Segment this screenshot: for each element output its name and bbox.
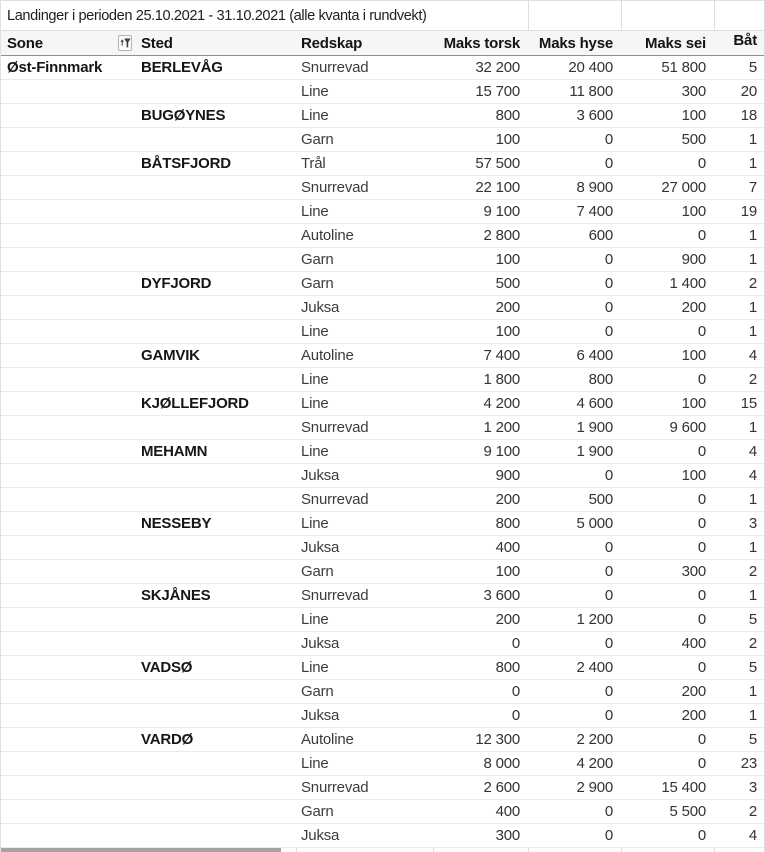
cell-sted xyxy=(134,464,296,487)
cell-sone xyxy=(1,368,134,391)
cell-redskap: Garn xyxy=(301,131,334,148)
title-spacer-sei xyxy=(621,1,714,30)
cell-maks-torsk: 2 600 xyxy=(483,779,520,796)
cell-redskap: Line xyxy=(301,515,329,532)
partial-next-row xyxy=(1,848,764,852)
cell-bat: 5 xyxy=(748,611,757,628)
cell-sone xyxy=(1,176,134,199)
cell-redskap: Line xyxy=(301,371,329,388)
cell-bat: 1 xyxy=(748,707,757,724)
column-header-sone[interactable] xyxy=(1,31,134,55)
cell-redskap: Juksa xyxy=(301,467,340,484)
cell-maks-sei: 0 xyxy=(697,755,706,772)
table-row[interactable] xyxy=(1,104,764,128)
title-spacer-bat xyxy=(714,1,765,30)
cell-sted xyxy=(134,608,296,631)
table-row[interactable] xyxy=(1,488,764,512)
cell-redskap: Snurrevad xyxy=(301,59,369,76)
table-row[interactable] xyxy=(1,176,764,200)
cell-maks-hyse: 0 xyxy=(604,803,613,820)
cell-maks-sei: 100 xyxy=(681,467,706,484)
cell-maks-torsk: 900 xyxy=(495,467,520,484)
cell-bat: 5 xyxy=(748,731,757,748)
cell-bat: 2 xyxy=(748,563,757,580)
cell-maks-torsk: 2 800 xyxy=(483,227,520,244)
table-row[interactable] xyxy=(1,440,764,464)
table-row[interactable] xyxy=(1,752,764,776)
cell-maks-sei: 0 xyxy=(697,611,706,628)
column-header-sone-label: Sone xyxy=(7,34,43,52)
cell-sted: BUGØYNES xyxy=(141,107,226,124)
cell-maks-torsk: 9 100 xyxy=(483,203,520,220)
cell-redskap: Garn xyxy=(301,803,334,820)
cell-maks-hyse: 0 xyxy=(604,635,613,652)
cell-sone xyxy=(1,536,134,559)
cell-maks-hyse: 600 xyxy=(588,227,613,244)
cell-maks-sei: 300 xyxy=(681,563,706,580)
cell-sted xyxy=(134,296,296,319)
table-row[interactable] xyxy=(1,536,764,560)
cell-sone xyxy=(1,824,134,847)
cell-maks-hyse: 0 xyxy=(604,827,613,844)
cell-maks-torsk: 0 xyxy=(511,707,520,724)
cell-maks-sei: 100 xyxy=(681,203,706,220)
cell-maks-hyse: 2 900 xyxy=(576,779,613,796)
cell-maks-sei: 200 xyxy=(681,299,706,316)
title-spacer-hyse xyxy=(528,1,621,30)
cell-bat: 18 xyxy=(740,107,757,124)
cell-maks-torsk: 7 400 xyxy=(483,347,520,364)
cell-maks-sei: 300 xyxy=(681,83,706,100)
cell-maks-hyse: 5 000 xyxy=(576,515,613,532)
cell-bat: 2 xyxy=(748,803,757,820)
cell-redskap: Autoline xyxy=(301,347,354,364)
cell-redskap: Juksa xyxy=(301,827,340,844)
table-row[interactable] xyxy=(1,56,764,80)
cell-sone xyxy=(1,344,134,367)
cell-maks-hyse: 1 900 xyxy=(576,443,613,460)
cell-sone xyxy=(1,80,134,103)
cell-maks-hyse: 0 xyxy=(604,299,613,316)
cell-sted xyxy=(134,176,296,199)
cell-bat: 1 xyxy=(748,131,757,148)
cell-maks-torsk: 300 xyxy=(495,827,520,844)
cell-bat: 4 xyxy=(748,443,757,460)
cell-sted xyxy=(134,800,296,823)
cell-sted xyxy=(134,752,296,775)
cell-bat: 3 xyxy=(748,779,757,796)
cell-maks-torsk: 100 xyxy=(495,131,520,148)
cell-sone xyxy=(1,512,134,535)
cell-redskap: Juksa xyxy=(301,539,340,556)
cell-sted xyxy=(134,560,296,583)
cell-redskap: Garn xyxy=(301,563,334,580)
table-row[interactable] xyxy=(1,272,764,296)
table-title: Landinger i perioden 25.10.2021 - 31.10.2021 (alle kvanta i rundvekt) xyxy=(7,7,427,24)
cell-maks-torsk: 400 xyxy=(495,803,520,820)
cell-sted xyxy=(134,80,296,103)
cell-maks-hyse: 4 600 xyxy=(576,395,613,412)
cell-maks-sei: 15 400 xyxy=(661,779,706,796)
cell-maks-torsk: 0 xyxy=(511,635,520,652)
cell-bat: 4 xyxy=(748,827,757,844)
cell-maks-torsk: 800 xyxy=(495,107,520,124)
cell-maks-torsk: 400 xyxy=(495,539,520,556)
cell-sted: NESSEBY xyxy=(141,515,212,532)
table-row[interactable] xyxy=(1,584,764,608)
cell-sted: VARDØ xyxy=(141,731,194,748)
cell-redskap: Juksa xyxy=(301,707,340,724)
cell-bat: 1 xyxy=(748,491,757,508)
cell-maks-hyse: 3 600 xyxy=(576,107,613,124)
cell-bat: 1 xyxy=(748,419,757,436)
table-row[interactable] xyxy=(1,248,764,272)
cell-maks-hyse: 2 400 xyxy=(576,659,613,676)
title-bar xyxy=(1,1,764,31)
cell-bat: 1 xyxy=(748,323,757,340)
cell-sone xyxy=(1,608,134,631)
cell-bat: 2 xyxy=(748,371,757,388)
cell-maks-sei: 0 xyxy=(697,659,706,676)
table-body xyxy=(1,56,764,848)
cell-maks-sei: 200 xyxy=(681,683,706,700)
cell-maks-sei: 500 xyxy=(681,131,706,148)
cell-redskap: Juksa xyxy=(301,635,340,652)
table-row[interactable] xyxy=(1,464,764,488)
cell-maks-torsk: 100 xyxy=(495,251,520,268)
cell-sted: GAMVIK xyxy=(141,347,200,364)
table-row[interactable] xyxy=(1,680,764,704)
cell-maks-torsk: 1 800 xyxy=(483,371,520,388)
cell-maks-sei: 0 xyxy=(697,731,706,748)
cell-maks-hyse: 0 xyxy=(604,707,613,724)
cell-bat: 1 xyxy=(748,299,757,316)
cell-bat: 20 xyxy=(740,83,757,100)
cell-bat: 1 xyxy=(748,251,757,268)
column-header-maks-sei[interactable] xyxy=(621,31,714,55)
cell-maks-hyse: 7 400 xyxy=(576,203,613,220)
cell-bat: 2 xyxy=(748,635,757,652)
cell-redskap: Autoline xyxy=(301,227,354,244)
cell-bat: 4 xyxy=(748,347,757,364)
table-row[interactable] xyxy=(1,392,764,416)
cell-sted xyxy=(134,368,296,391)
cell-sone xyxy=(1,416,134,439)
cell-redskap: Line xyxy=(301,443,329,460)
cell-sone xyxy=(1,464,134,487)
cell-maks-torsk: 200 xyxy=(495,611,520,628)
cell-redskap: Line xyxy=(301,611,329,628)
cell-maks-torsk: 8 000 xyxy=(483,755,520,772)
cell-maks-sei: 900 xyxy=(681,251,706,268)
cell-maks-sei: 100 xyxy=(681,107,706,124)
column-header-redskap-label: Redskap xyxy=(301,34,363,52)
cell-maks-hyse: 2 200 xyxy=(576,731,613,748)
cell-redskap: Line xyxy=(301,323,329,340)
cell-maks-sei: 27 000 xyxy=(661,179,706,196)
cell-maks-hyse: 0 xyxy=(604,131,613,148)
cell-bat: 1 xyxy=(748,155,757,172)
cell-bat: 23 xyxy=(740,755,757,772)
table-row[interactable] xyxy=(1,608,764,632)
cell-maks-hyse: 0 xyxy=(604,539,613,556)
cell-sted xyxy=(134,704,296,727)
column-header-maks-sei-label: Maks sei xyxy=(645,34,706,52)
table-row[interactable] xyxy=(1,704,764,728)
cell-bat: 1 xyxy=(748,227,757,244)
table-header xyxy=(1,31,764,56)
cell-maks-torsk: 15 700 xyxy=(475,83,520,100)
table-row[interactable] xyxy=(1,344,764,368)
cell-sted: BÅTSFJORD xyxy=(141,155,231,172)
cell-sted xyxy=(134,776,296,799)
cell-maks-hyse: 8 900 xyxy=(576,179,613,196)
cell-maks-torsk: 200 xyxy=(495,491,520,508)
cell-maks-torsk: 4 200 xyxy=(483,395,520,412)
cell-redskap: Line xyxy=(301,107,329,124)
cell-sted xyxy=(134,416,296,439)
cell-sone xyxy=(1,296,134,319)
cell-maks-sei: 0 xyxy=(697,155,706,172)
cell-maks-sei: 9 600 xyxy=(669,419,706,436)
table-row[interactable] xyxy=(1,512,764,536)
cell-redskap: Snurrevad xyxy=(301,587,369,604)
table-row[interactable] xyxy=(1,824,764,848)
cell-maks-hyse: 800 xyxy=(588,371,613,388)
cell-redskap: Garn xyxy=(301,251,334,268)
cell-redskap: Snurrevad xyxy=(301,419,369,436)
cell-maks-sei: 51 800 xyxy=(661,59,706,76)
cell-sone xyxy=(1,584,134,607)
cell-sted xyxy=(134,536,296,559)
table-row[interactable] xyxy=(1,152,764,176)
cell-sone xyxy=(1,200,134,223)
cell-bat: 5 xyxy=(748,59,757,76)
cell-maks-torsk: 32 200 xyxy=(475,59,520,76)
cell-maks-torsk: 0 xyxy=(511,683,520,700)
cell-maks-hyse: 0 xyxy=(604,251,613,268)
cell-maks-hyse: 20 400 xyxy=(568,59,613,76)
cell-maks-sei: 0 xyxy=(697,587,706,604)
cell-maks-sei: 0 xyxy=(697,443,706,460)
cell-maks-torsk: 100 xyxy=(495,563,520,580)
cell-sone xyxy=(1,152,134,175)
cell-redskap: Autoline xyxy=(301,731,354,748)
column-header-bat[interactable] xyxy=(714,31,765,55)
cell-redskap: Snurrevad xyxy=(301,491,369,508)
cell-sted: BERLEVÅG xyxy=(141,59,223,76)
cell-maks-hyse: 0 xyxy=(604,587,613,604)
cell-redskap: Garn xyxy=(301,683,334,700)
cell-maks-hyse: 1 900 xyxy=(576,419,613,436)
cell-sted xyxy=(134,200,296,223)
table-row[interactable] xyxy=(1,728,764,752)
cell-redskap: Trål xyxy=(301,155,326,172)
cell-sted xyxy=(134,680,296,703)
cell-sone xyxy=(1,704,134,727)
cell-maks-torsk: 22 100 xyxy=(475,179,520,196)
cell-sone xyxy=(1,128,134,151)
filter-icon[interactable] xyxy=(118,35,132,51)
cell-maks-torsk: 500 xyxy=(495,275,520,292)
cell-sone xyxy=(1,656,134,679)
cell-sone xyxy=(1,632,134,655)
cell-sone xyxy=(1,248,134,271)
cell-redskap: Line xyxy=(301,755,329,772)
cell-maks-sei: 0 xyxy=(697,827,706,844)
cell-sted xyxy=(134,248,296,271)
cell-redskap: Line xyxy=(301,203,329,220)
cell-bat: 1 xyxy=(748,683,757,700)
cell-maks-sei: 200 xyxy=(681,707,706,724)
cell-bat: 3 xyxy=(748,515,757,532)
cell-sted: SKJÅNES xyxy=(141,587,211,604)
cell-sone xyxy=(1,728,134,751)
column-header-maks-hyse[interactable] xyxy=(528,31,621,55)
cell-redskap: Garn xyxy=(301,275,334,292)
table-row[interactable] xyxy=(1,776,764,800)
table-row[interactable] xyxy=(1,800,764,824)
cell-sone xyxy=(1,776,134,799)
cell-maks-hyse: 1 200 xyxy=(576,611,613,628)
cell-sted xyxy=(134,128,296,151)
cell-sted: KJØLLEFJORD xyxy=(141,395,249,412)
cell-bat: 1 xyxy=(748,587,757,604)
cell-sone xyxy=(1,440,134,463)
cell-maks-torsk: 800 xyxy=(495,659,520,676)
cell-maks-sei: 1 400 xyxy=(669,275,706,292)
cell-maks-sei: 0 xyxy=(697,227,706,244)
cell-sone xyxy=(1,224,134,247)
column-header-maks-torsk[interactable] xyxy=(433,31,528,55)
table-row[interactable] xyxy=(1,656,764,680)
cell-sone: Øst-Finnmark xyxy=(7,59,103,76)
column-header-sted-label: Sted xyxy=(141,34,173,52)
cell-maks-torsk: 9 100 xyxy=(483,443,520,460)
table-row[interactable] xyxy=(1,368,764,392)
cell-maks-sei: 0 xyxy=(697,323,706,340)
cell-sone xyxy=(1,320,134,343)
cell-maks-sei: 0 xyxy=(697,515,706,532)
cell-sted xyxy=(134,632,296,655)
cell-redskap: Line xyxy=(301,395,329,412)
table-row[interactable] xyxy=(1,632,764,656)
cell-sted: MEHAMN xyxy=(141,443,208,460)
cell-sted xyxy=(134,824,296,847)
column-header-maks-torsk-label: Maks torsk xyxy=(443,34,520,52)
cell-maks-hyse: 0 xyxy=(604,563,613,580)
column-header-bat-label: Båt xyxy=(733,32,757,49)
cell-maks-sei: 400 xyxy=(681,635,706,652)
cell-sted xyxy=(134,224,296,247)
table-row[interactable] xyxy=(1,320,764,344)
cell-redskap: Juksa xyxy=(301,299,340,316)
cell-bat: 2 xyxy=(748,275,757,292)
cell-bat: 4 xyxy=(748,467,757,484)
cell-sted xyxy=(134,320,296,343)
cell-maks-sei: 0 xyxy=(697,539,706,556)
cell-maks-sei: 100 xyxy=(681,395,706,412)
cell-redskap: Snurrevad xyxy=(301,779,369,796)
cell-maks-hyse: 6 400 xyxy=(576,347,613,364)
cell-maks-hyse: 0 xyxy=(604,275,613,292)
cell-bat: 19 xyxy=(740,203,757,220)
table-row[interactable] xyxy=(1,128,764,152)
cell-maks-hyse: 0 xyxy=(604,467,613,484)
column-header-sted[interactable] xyxy=(134,31,296,55)
cell-sone xyxy=(1,680,134,703)
horizontal-scrollbar-thumb[interactable] xyxy=(1,848,281,852)
table-row[interactable] xyxy=(1,224,764,248)
cell-maks-torsk: 12 300 xyxy=(475,731,520,748)
cell-sone xyxy=(1,560,134,583)
cell-maks-torsk: 1 200 xyxy=(483,419,520,436)
cell-sted xyxy=(134,488,296,511)
cell-maks-hyse: 0 xyxy=(604,323,613,340)
cell-bat: 1 xyxy=(748,539,757,556)
cell-maks-torsk: 57 500 xyxy=(475,155,520,172)
cell-maks-sei: 5 500 xyxy=(669,803,706,820)
cell-redskap: Line xyxy=(301,83,329,100)
cell-maks-torsk: 100 xyxy=(495,323,520,340)
table-row[interactable] xyxy=(1,200,764,224)
table-row[interactable] xyxy=(1,560,764,584)
cell-maks-hyse: 500 xyxy=(588,491,613,508)
cell-sone xyxy=(1,104,134,127)
filter-funnel-glyph xyxy=(120,37,131,49)
cell-sone xyxy=(1,392,134,415)
table-row[interactable] xyxy=(1,80,764,104)
cell-maks-sei: 0 xyxy=(697,491,706,508)
cell-maks-torsk: 800 xyxy=(495,515,520,532)
cell-bat: 7 xyxy=(748,179,757,196)
cell-sted: DYFJORD xyxy=(141,275,212,292)
cell-bat: 5 xyxy=(748,659,757,676)
table-row[interactable] xyxy=(1,416,764,440)
cell-maks-sei: 0 xyxy=(697,371,706,388)
column-header-redskap[interactable] xyxy=(296,31,433,55)
cell-maks-sei: 100 xyxy=(681,347,706,364)
cell-maks-torsk: 3 600 xyxy=(483,587,520,604)
cell-sone xyxy=(1,800,134,823)
column-header-maks-hyse-label: Maks hyse xyxy=(538,34,613,52)
cell-maks-hyse: 0 xyxy=(604,683,613,700)
cell-maks-hyse: 0 xyxy=(604,155,613,172)
cell-maks-torsk: 200 xyxy=(495,299,520,316)
cell-maks-hyse: 11 800 xyxy=(569,83,613,100)
cell-sone xyxy=(1,488,134,511)
cell-sone xyxy=(1,752,134,775)
cell-bat: 15 xyxy=(740,395,757,412)
cell-sone xyxy=(1,272,134,295)
cell-redskap: Line xyxy=(301,659,329,676)
cell-sted: VADSØ xyxy=(141,659,193,676)
cell-maks-hyse: 4 200 xyxy=(576,755,613,772)
table-row[interactable] xyxy=(1,296,764,320)
cell-redskap: Snurrevad xyxy=(301,179,369,196)
